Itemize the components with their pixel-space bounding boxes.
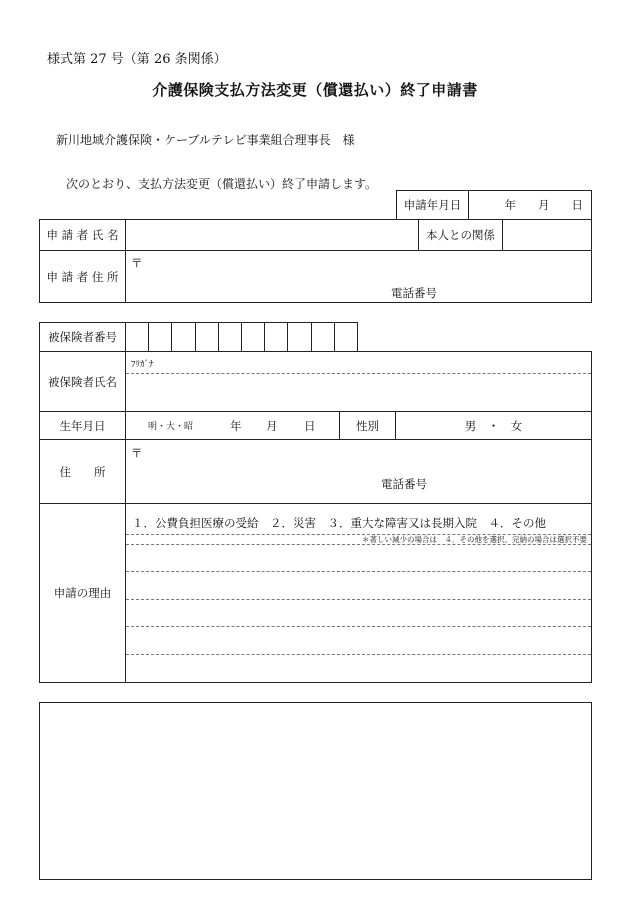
application-day-label: 日 (571, 198, 583, 212)
birth-day-label: 日 (304, 418, 316, 433)
insured-number-digit[interactable] (149, 323, 172, 352)
insured-number-digit[interactable] (218, 323, 241, 352)
applicant-postal-mark: 〒 (131, 256, 143, 270)
application-date-field[interactable] (469, 191, 592, 220)
insured-number-digit[interactable] (195, 323, 218, 352)
birth-month-label: 月 (266, 418, 278, 433)
insured-number-table (39, 322, 358, 352)
page-title: 介護保険支払方法変更（償還払い）終了申請書 (152, 81, 478, 99)
application-date-table (396, 190, 592, 220)
relation-label: 本人との関係 (419, 220, 503, 251)
birthdate-label: 生年月日 (40, 412, 126, 440)
applicant-phone-label: 電話番号 (391, 286, 437, 300)
sex-options[interactable]: 男 ・ 女 (396, 412, 592, 440)
insured-number-digit[interactable] (172, 323, 195, 352)
insured-name-field[interactable] (126, 352, 592, 412)
applicant-address-label: 申 請 者 住 所 (40, 251, 126, 303)
application-year-label: 年 (504, 198, 516, 212)
furigana-divider (126, 373, 591, 374)
reason-label: 申請の理由 (40, 504, 126, 683)
addressee: 新川地域介護保険・ケーブルテレビ事業組合理事長 様 (56, 133, 355, 147)
insured-number-digit[interactable] (265, 323, 288, 352)
birthdate-field[interactable] (126, 412, 340, 440)
insured-number-digit[interactable] (241, 323, 264, 352)
insured-number-digit[interactable] (334, 323, 357, 352)
insured-number-digit[interactable] (288, 323, 311, 352)
insured-postal-mark: 〒 (131, 446, 143, 460)
reason-line (126, 599, 591, 600)
form-number: 様式第 27 号（第 26 条関係） (47, 52, 227, 67)
relation-field[interactable] (503, 220, 592, 251)
reason-field[interactable] (126, 504, 592, 683)
applicant-address-field[interactable] (126, 251, 592, 303)
application-month-label: 月 (538, 198, 550, 212)
applicant-table (39, 219, 592, 303)
reason-line (126, 654, 591, 655)
intro-text: 次のとおり、支払方法変更（償還払い）終了申請します。 (66, 177, 378, 191)
reason-line (126, 571, 591, 572)
birth-year-label: 年 (230, 418, 242, 433)
insured-number-label: 被保険者番号 (40, 323, 126, 352)
reason-line (126, 544, 591, 545)
applicant-name-field[interactable] (126, 220, 419, 251)
remarks-box[interactable] (39, 702, 592, 880)
reason-note: ＊著しい減少の場合は ４．その他を選択、完納の場合は選択不要 (362, 535, 587, 544)
era-options: 明・大・昭 (148, 422, 194, 432)
insured-name-label: 被保険者氏名 (40, 352, 126, 412)
insured-address-label: 住 所 (40, 440, 126, 504)
reason-options: １．公費負担医療の受給 ２．災害 ３．重大な障害又は長期入院 ４．その他 (132, 516, 546, 530)
insured-number-digit[interactable] (126, 323, 149, 352)
insured-table (39, 351, 592, 683)
reason-line (126, 626, 591, 627)
application-date-label: 申請年月日 (397, 191, 469, 220)
insured-address-field[interactable] (126, 440, 592, 504)
insured-number-digit[interactable] (311, 323, 334, 352)
insured-phone-label: 電話番号 (381, 477, 427, 491)
sex-label: 性別 (340, 412, 396, 440)
applicant-name-label: 申 請 者 氏 名 (40, 220, 126, 251)
furigana-label: ﾌﾘｶﾞﾅ (131, 360, 154, 370)
